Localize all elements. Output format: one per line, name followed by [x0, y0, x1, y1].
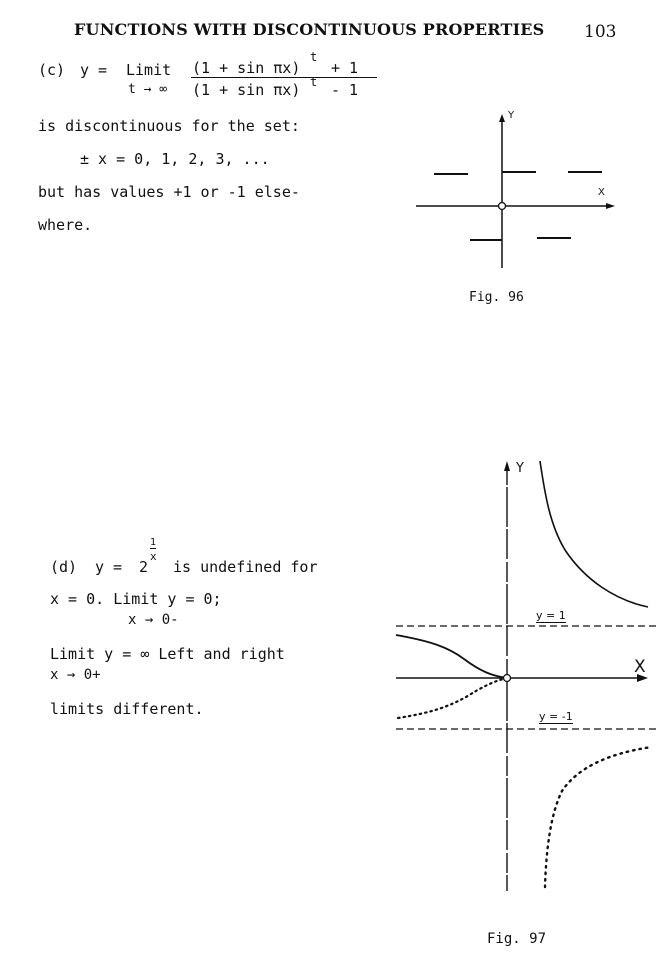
- part-d-line-4: limits different.: [50, 700, 204, 718]
- part-d-lhs: y =: [95, 558, 123, 576]
- part-d-exponent-denominator: x: [150, 550, 157, 563]
- part-c-denominator-exponent: t: [310, 75, 318, 89]
- fig97-y-label: Y: [516, 461, 524, 476]
- part-c-numerator-exponent: t: [310, 50, 318, 64]
- fig96-caption: Fig. 96: [469, 290, 524, 305]
- part-c-limit-subscript: t → ∞: [128, 82, 168, 97]
- part-d-line-3: Limit y = ∞ Left and right: [50, 645, 285, 663]
- fig97-caption: Fig. 97: [487, 931, 547, 947]
- fig97-curve-upper-right: [540, 461, 648, 607]
- part-c-numerator-tail: + 1: [331, 59, 359, 77]
- fig96-x-arrowhead: [606, 203, 615, 209]
- part-c-line-2: ± x = 0, 1, 2, 3, ...: [80, 150, 270, 168]
- fig97-curve-left-dotted: [398, 678, 507, 718]
- part-c-label: (c): [38, 61, 66, 79]
- part-c-numerator: (1 + sin πx): [192, 59, 301, 77]
- fig96-y-arrowhead: [499, 114, 505, 122]
- figure-97: [390, 455, 662, 895]
- running-head: FUNCTIONS WITH DISCONTINUOUS PROPERTIES: [74, 20, 545, 39]
- part-c-line-1: is discontinuous for the set:: [38, 117, 300, 135]
- part-c-line-4: where.: [38, 216, 93, 234]
- fig97-curve-left-solid: [396, 635, 507, 678]
- fig97-asymptote-top-label: y = 1: [536, 609, 566, 622]
- fig97-open-point: [504, 675, 511, 682]
- part-d-line-3-subscript: x → 0+: [50, 667, 101, 683]
- fig97-asymptote-bottom-label: y = -1: [539, 710, 573, 723]
- fig96-x-label: X: [598, 187, 605, 198]
- page-number: 103: [584, 22, 617, 42]
- part-c-denominator: (1 + sin πx): [192, 81, 301, 99]
- part-d-base: 2: [139, 558, 149, 576]
- fig97-y-arrowhead: [504, 461, 510, 471]
- part-c-line-3: but has values +1 or -1 else-: [38, 183, 300, 201]
- fig97-x-label: X: [634, 657, 646, 677]
- fig96-open-point: [499, 203, 506, 210]
- part-c-denominator-tail: - 1: [331, 81, 359, 99]
- part-d-exponent-numerator: 1: [150, 537, 157, 548]
- figure-96: [410, 110, 630, 280]
- part-d-label: (d): [50, 558, 78, 576]
- part-d-line-2: x = 0. Limit y = 0;: [50, 590, 222, 608]
- fig96-y-label: Y: [508, 110, 515, 121]
- part-d-rest-1: is undefined for: [173, 558, 318, 576]
- part-c-limit-word: Limit: [126, 61, 172, 79]
- fig97-curve-lower-right-dotted: [545, 747, 652, 887]
- part-c-lhs: y =: [80, 61, 108, 79]
- part-d-line-2-subscript: x → 0-: [128, 612, 179, 628]
